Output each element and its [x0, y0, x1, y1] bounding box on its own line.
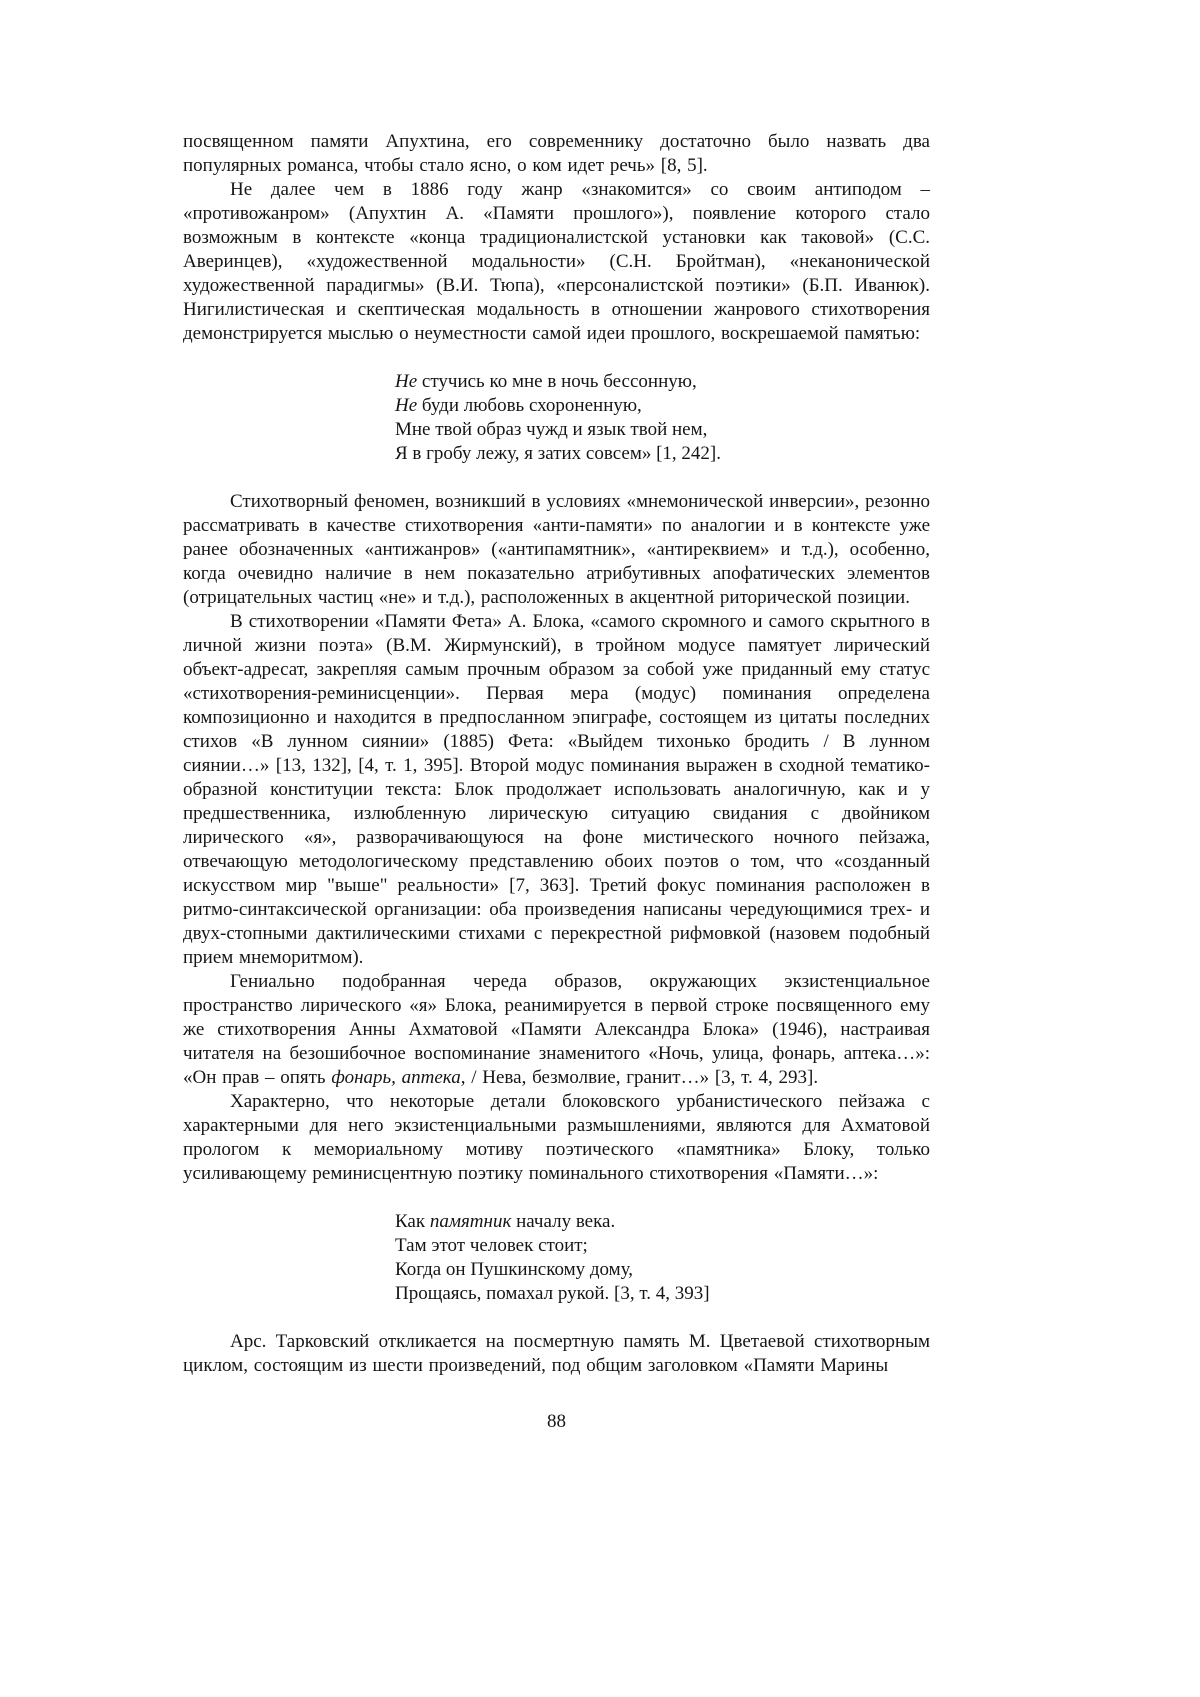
- paragraph-genre-antipode: Не далее чем в 1886 году жанр «знакомится» со своим антиподом – «противожанром» (Апухтин А. «Памяти прошлого»), появление которого стало возможным в контексте «конца традиционалистской установки как таковой» (С.С. Аверинцев), «художественной модальности» (С.Н. Бройтман), «неканонической художественной парадигмы» (В.И. Тюпа), «персоналистской поэтики» (Б.П. Иванюк). Нигилистическая и скептическая модальность в отношении жанрового стихотворения демонстрируется мыслью о неуместности самой идеи прошлого, воскрешаемой памятью:: [183, 179, 930, 344]
- paragraph-tarkovsky: Арс. Тарковский откликается на посмертную память М. Цветаевой стихотворным циклом, состоящим из шести произведений, под общим заголовком «Памяти Марины: [183, 1331, 930, 1376]
- document-body: [183, 130, 930, 1378]
- paragraph-continuation: посвященном памяти Апухтина, его современнику достаточно было назвать два популярных романса, чтобы стало ясно, о ком идет речь» [8, 5].: [183, 131, 930, 176]
- paragraph-anti-memory: Стихотворный феномен, возникший в условиях «мнемонической инверсии», резонно рассматривать в качестве стихотворения «анти-памяти» по аналогии и в контексте уже ранее обозначенных «антижанров» («антипамятник», «антиреквием» и т.д.), особенно, когда очевидно наличие в нем показательно атрибутивных апофатических элементов (отрицательных частиц «не» и т.д.), расположенных в акцентной риторической позиции.: [183, 491, 930, 608]
- verse-quote-apukhtin: [183, 370, 930, 466]
- verse-quote-akhmatova: [183, 1210, 930, 1306]
- verse-line: Прощаясь, помахал рукой. [3, т. 4, 393]: [395, 1283, 710, 1304]
- page-number: 88: [547, 1411, 566, 1432]
- verse-line: Мне твой образ чужд и язык твой нем,: [395, 419, 708, 440]
- paragraph-blok-landscape: Характерно, что некоторые детали блоковского урбанистического пейзажа с характерными для него экзистенциальными размышлениями, являются для Ахматовой прологом к мемориальному мотиву поэтического «памятника» Блоку, только усиливающему реминисцентную поэтику поминального стихотворения «Памяти…»:: [183, 1091, 930, 1184]
- verse-line: Я в гробу лежу, я затих совсем» [1, 242].: [395, 443, 721, 464]
- paragraph-akhmatova: Гениально подобранная череда образов, окружающих экзистенциальное пространство лирического «я» Блока, реанимируется в первой строке посвященного ему же стихотворения Анны Ахматовой «Памяти Александра Блока» (1946), настраивая читателя на безошибочное воспоминание знаменитого «Ночь, улица, фонарь, аптека…»: «Он прав – опять фонарь, аптека, / Нева, безмолвие, гранит…» [3, т. 4, 293].: [183, 971, 930, 1088]
- paragraph-pamyati-feta: В стихотворении «Памяти Фета» А. Блока, «самого скромного и самого скрытного в личной жизни поэта» (В.М. Жирмунский), в тройном модусе памятует лирический объект-адресат, закрепляя самым прочным образом за собой уже приданный ему статус «стихотворения-реминисценции». Первая мера (модус) поминания определена композиционно и находится в предпосланном эпиграфе, состоящем из цитаты последних стихов «В лунном сиянии» (1885) Фета: «Выйдем тихонько бродить / В лунном сиянии…» [13, 132], [4, т. 1, 395]. Второй модус поминания выражен в сходной тематико-образной конституции текста: Блок продолжает использовать аналогичную, как и у предшественника, излюбленную лирическую ситуацию свидания с двойником лирического «я», разворачивающуюся на фоне мистического ночного пейзажа, отвечающую методологическому представлению обоих поэтов о том, что «созданный искусством мир "выше" реальности» [7, 363]. Третий фокус поминания расположен в ритмо-синтаксической организации: оба произведения написаны чередующимися трех- и двух-стопными дактилическими стихами с перекрестной рифмовкой (назовем подобный прием мнеморитмом).: [183, 611, 930, 968]
- verse-line: Не буди любовь схороненную,: [395, 395, 642, 416]
- verse-line: Там этот человек стоит;: [395, 1235, 588, 1256]
- verse-line: Не стучись ко мне в ночь бессонную,: [395, 371, 697, 392]
- verse-line: Когда он Пушкинскому дому,: [395, 1259, 634, 1280]
- verse-line: Как памятник началу века.: [395, 1211, 616, 1232]
